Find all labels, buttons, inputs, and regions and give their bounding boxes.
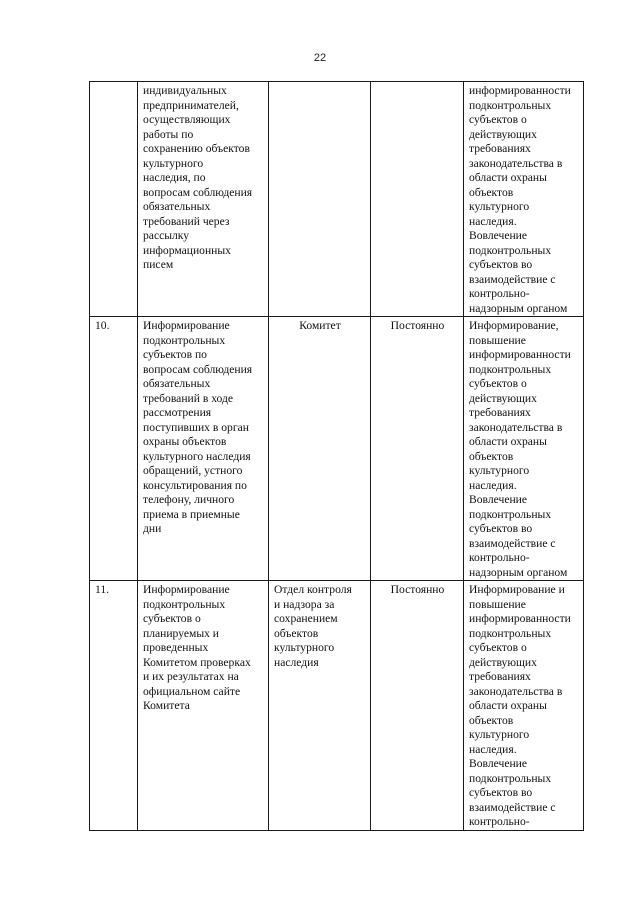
result-cell: Информирование, повышение информированности подконтрольных субъектов о действующих требованиях законодательства в области охраны объектов культурного наследия. Вовлечение подконтрольных субъектов во взаимодействие с контрольно- надзорным органом: [464, 317, 584, 581]
table-row: [90, 581, 584, 831]
term-cell: Постоянно: [371, 317, 464, 581]
responsible-cell: Отдел контроля и надзора за сохранением объектов культурного наследия: [269, 581, 371, 831]
activity-cell: Информирование подконтрольных субъектов о планируемых и проведенных Комитетом проверках и их результатах на официальном сайте Комитета: [138, 581, 269, 831]
activity-cell: Информирование подконтрольных субъектов по вопросам соблюдения обязательных требований в ходе рассмотрения поступивших в орган охраны объектов культурного наследия обращений, устного консультирования по телефону, личного приема в приемные дни: [138, 317, 269, 581]
result-cell: Информирование и повышение информированности подконтрольных субъектов о действующих требованиях законодательства в области охраны объектов культурного наследия. Вовлечение подконтрольных субъектов во взаимодействие с контрольно-: [464, 581, 584, 831]
result-cell: информированности подконтрольных субъектов о действующих требованиях законодательства в области охраны объектов культурного наследия. Вовлечение подконтрольных субъектов во взаимодействие с контрольно- надзорным органом: [464, 82, 584, 317]
responsible-cell: Комитет: [269, 317, 371, 581]
row-number-cell: 11.: [90, 581, 138, 831]
table-row: [90, 82, 584, 317]
term-cell: [371, 82, 464, 317]
row-number-cell: 10.: [90, 317, 138, 581]
row-number-cell: [90, 82, 138, 317]
measures-table: [89, 81, 584, 831]
page-number: 22: [313, 52, 327, 64]
responsible-cell: [269, 82, 371, 317]
activity-cell: индивидуальных предпринимателей, осуществляющих работы по сохранению объектов культурного наследия, по вопросам соблюдения обязательных требований через рассылку информационных писем: [138, 82, 269, 317]
term-cell: Постоянно: [371, 581, 464, 831]
table-row: [90, 317, 584, 581]
